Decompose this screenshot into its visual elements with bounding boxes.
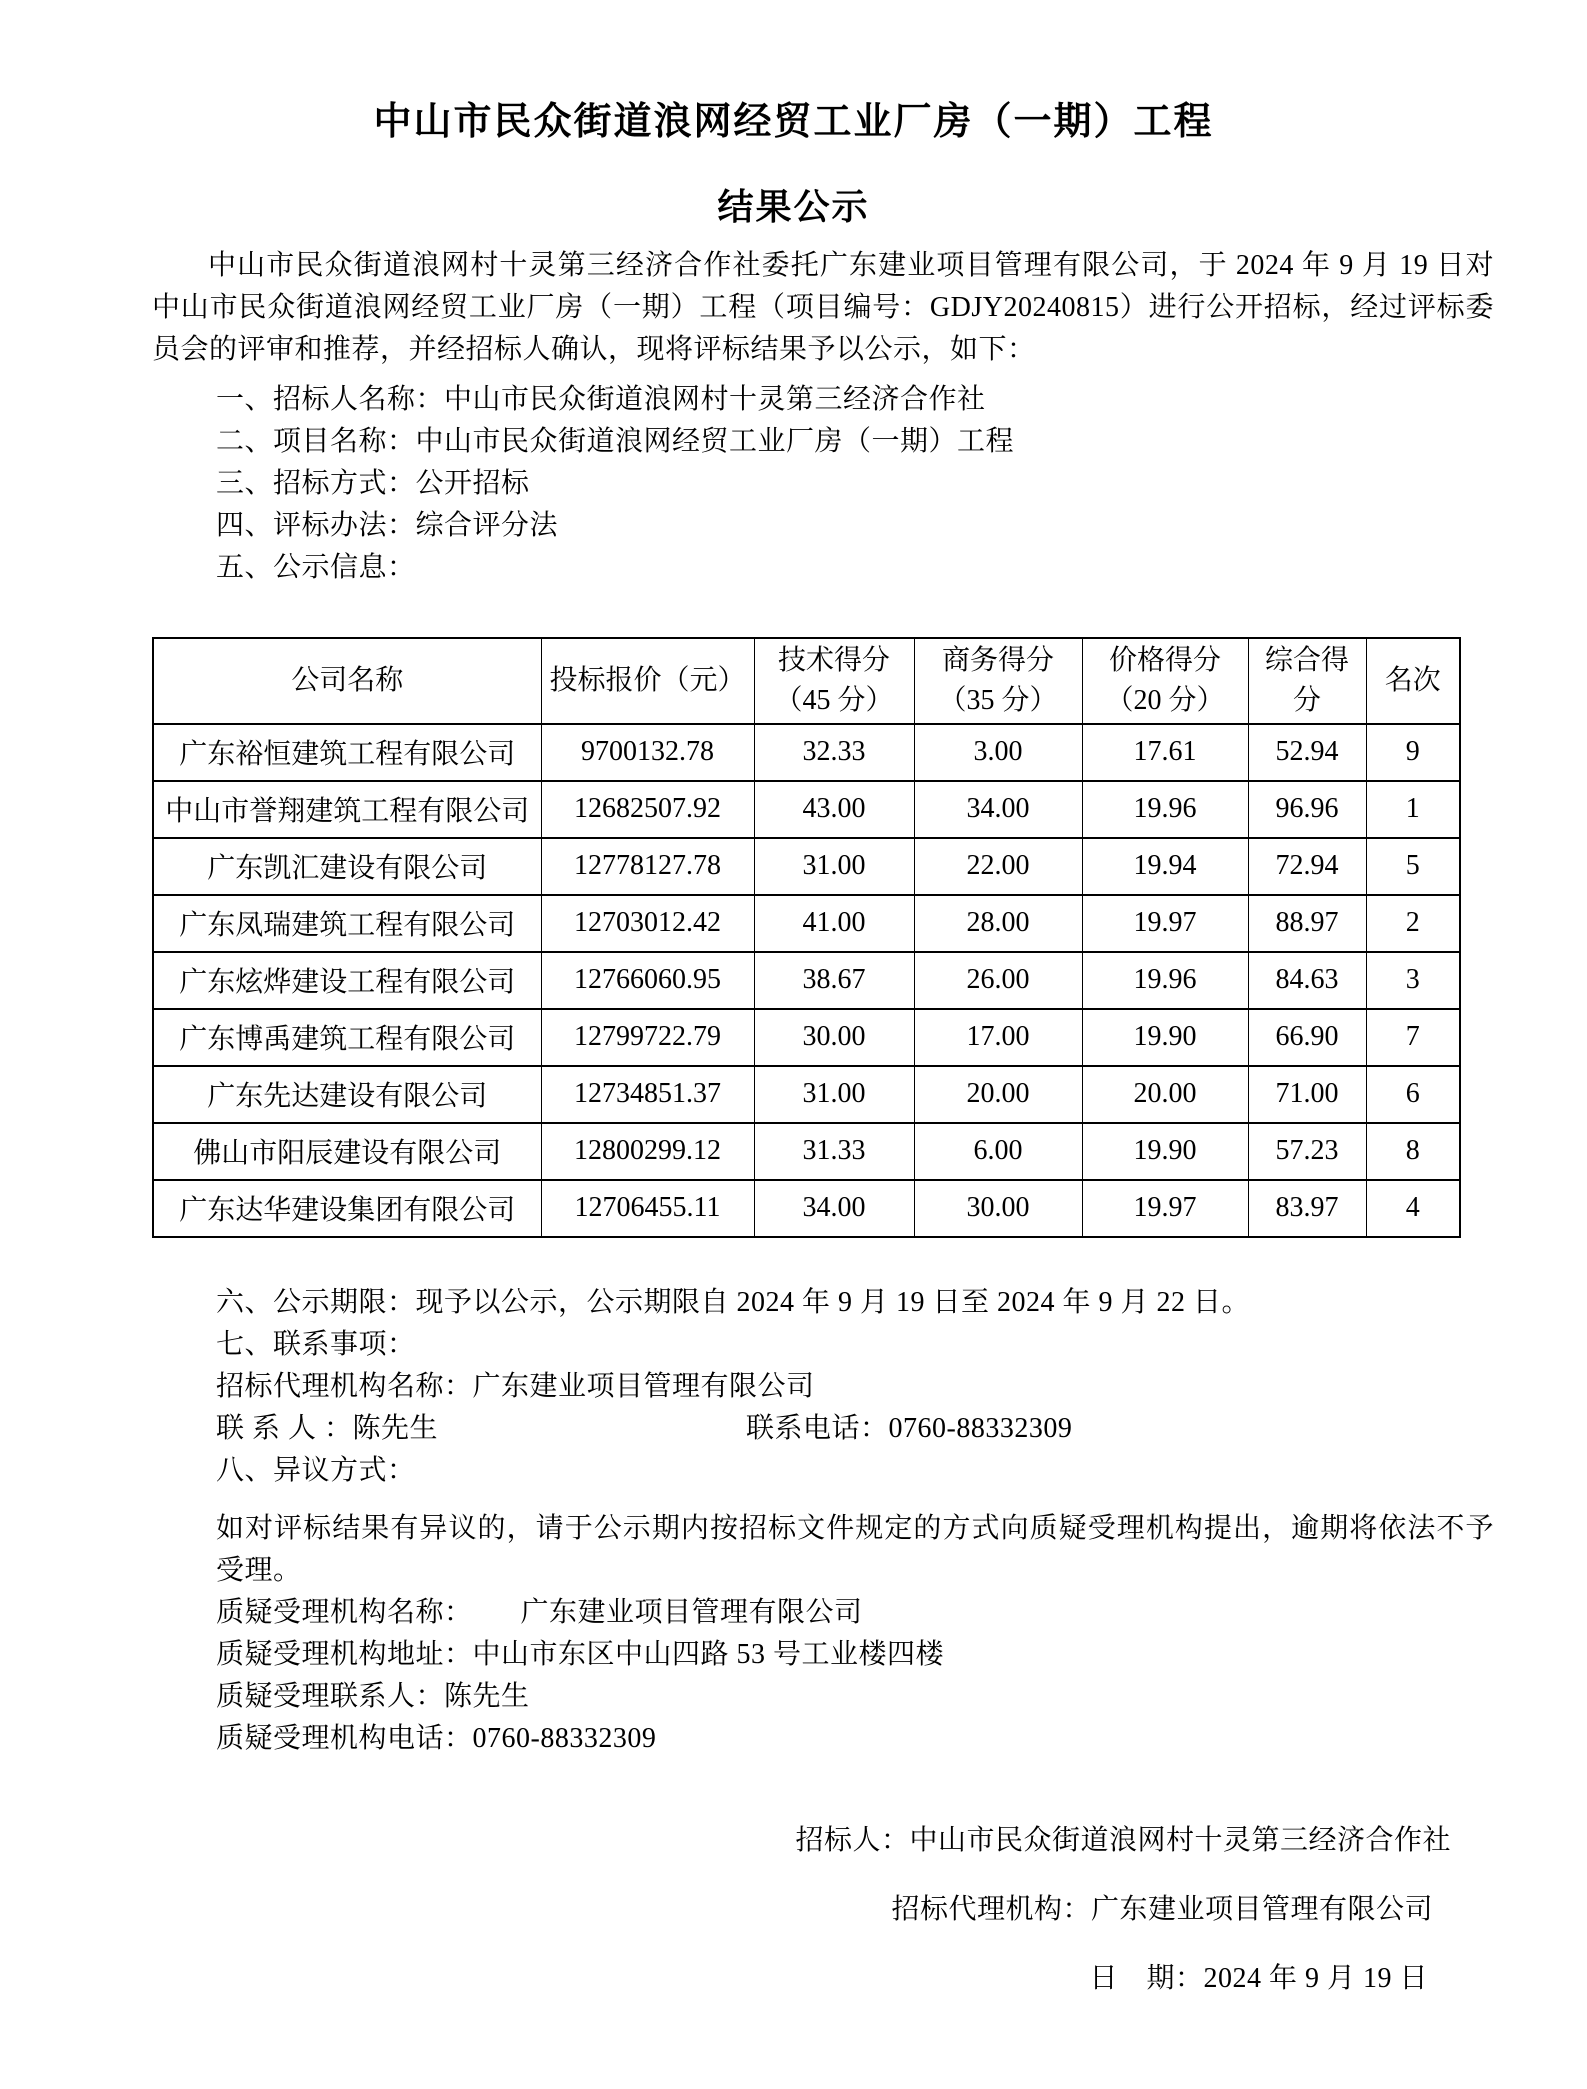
table-cell: 41.00 [754,895,914,952]
table-cell: 19.90 [1082,1123,1248,1180]
document-title: 中山市民众街道浪网经贸工业厂房（一期）工程 [373,101,1214,143]
table-body [153,724,1460,1237]
review-org-name-label: 质疑受理机构名称： [216,1596,473,1628]
table-cell: 31.00 [754,1066,914,1123]
company-name-cell: 广东达华建设集团有限公司 [153,1180,541,1237]
table-cell: 83.97 [1248,1180,1366,1237]
header-row [153,638,1460,724]
list-item-publicity-info: 五、公示信息： [216,551,416,583]
publicity-period-line: 六、公示期限：现予以公示，公示期限自 2024 年 9 月 19 日至 2024 年 9 月 22 日。 [216,1286,1251,1318]
table-cell: 96.96 [1248,781,1366,838]
table-cell: 88.97 [1248,895,1366,952]
table-cell: 12778127.78 [541,838,754,895]
table-cell: 3 [1366,952,1460,1009]
company-name-cell: 广东凤瑞建筑工程有限公司 [153,895,541,952]
table-cell: 34.00 [754,1180,914,1237]
footer-date-line: 日 期：2024 年 9 月 19 日 [1089,1962,1428,1994]
signature-block [152,1820,1494,2000]
table-cell: 19.94 [1082,838,1248,895]
table-cell: 38.67 [754,952,914,1009]
numbered-list [152,379,1494,589]
agency-name-line: 招标代理机构名称：广东建业项目管理有限公司 [216,1370,815,1402]
table-cell: 5 [1366,838,1460,895]
table-cell: 17.61 [1082,724,1248,781]
table-cell: 28.00 [914,895,1082,952]
table-cell: 19.97 [1082,1180,1248,1237]
table-cell: 57.23 [1248,1123,1366,1180]
bid-results-table [152,637,1461,1238]
table-header [153,638,1460,724]
company-name-cell: 广东凯汇建设有限公司 [153,838,541,895]
post-table-section [152,1282,1494,1760]
objection-paragraph: 如对评标结果有异议的，请于公示期内按招标文件规定的方式向质疑受理机构提出，逾期将依法不予受理。 [216,1512,1494,1586]
contact-person-line [216,1408,1494,1450]
table-cell: 19.90 [1082,1009,1248,1066]
header-cell: 综合得 分 [1248,638,1366,724]
table-cell: 12799722.79 [541,1009,754,1066]
table-cell: 43.00 [754,781,914,838]
intro-paragraph: 中山市民众街道浪网村十灵第三经济合作社委托广东建业项目管理有限公司，于 2024 年 9 月 19 日对中山市民众街道浪网经贸工业厂房（一期）工程（项目编号：GDJY20240815）进行公开招标，经过评标委员会的评审和推荐，并经招标人确认，现将评标结果予以公示，如下： [152,249,1494,365]
table-cell: 31.00 [754,838,914,895]
review-org-contact-line: 质疑受理联系人：陈先生 [216,1680,530,1712]
review-org-address-line: 质疑受理机构地址：中山市东区中山四路 53 号工业楼四楼 [216,1638,945,1670]
table-cell: 2 [1366,895,1460,952]
table-row [153,895,1460,952]
table-cell: 26.00 [914,952,1082,1009]
company-name-cell: 佛山市阳辰建设有限公司 [153,1123,541,1180]
header-cell: 技术得分 （45 分） [754,638,914,724]
table-row [153,781,1460,838]
table-cell: 17.00 [914,1009,1082,1066]
table-row [153,1009,1460,1066]
table-cell: 20.00 [1082,1066,1248,1123]
table-cell: 19.96 [1082,781,1248,838]
table-cell: 30.00 [754,1009,914,1066]
review-org-name-line [216,1592,1494,1634]
objection-method-heading: 八、异议方式： [216,1454,416,1486]
contact-person-label: 联 系 人 ：陈先生 [216,1412,439,1444]
list-item-evaluation-method: 四、评标办法：综合评分法 [216,509,559,541]
table-cell: 30.00 [914,1180,1082,1237]
contact-phone-label: 联系电话：0760-88332309 [746,1412,1073,1444]
footer-bidder-line: 招标人：中山市民众街道浪网村十灵第三经济合作社 [795,1824,1451,1856]
company-name-cell: 广东先达建设有限公司 [153,1066,541,1123]
table-cell: 12734851.37 [541,1066,754,1123]
table-row [153,952,1460,1009]
header-cell: 公司名称 [153,638,541,724]
table-cell: 22.00 [914,838,1082,895]
table-cell: 84.63 [1248,952,1366,1009]
table-cell: 66.90 [1248,1009,1366,1066]
company-name-cell: 广东炫烨建设工程有限公司 [153,952,541,1009]
list-item-project-name: 二、项目名称：中山市民众街道浪网经贸工业厂房（一期）工程 [216,425,1015,457]
table-cell: 7 [1366,1009,1460,1066]
table-cell: 8 [1366,1123,1460,1180]
review-org-name-value: 广东建业项目管理有限公司 [520,1596,863,1628]
table-cell: 6 [1366,1066,1460,1123]
company-name-cell: 中山市誉翔建筑工程有限公司 [153,781,541,838]
table-cell: 9700132.78 [541,724,754,781]
table-cell: 71.00 [1248,1066,1366,1123]
table-cell: 12682507.92 [541,781,754,838]
table-cell: 52.94 [1248,724,1366,781]
table-cell: 12766060.95 [541,952,754,1009]
table-cell: 12800299.12 [541,1123,754,1180]
table-cell: 32.33 [754,724,914,781]
table-cell: 6.00 [914,1123,1082,1180]
header-cell: 名次 [1366,638,1460,724]
company-name-cell: 广东博禹建筑工程有限公司 [153,1009,541,1066]
document-subtitle: 结果公示 [717,186,870,227]
table-cell: 31.33 [754,1123,914,1180]
table-cell: 4 [1366,1180,1460,1237]
table-cell: 9 [1366,724,1460,781]
header-cell: 价格得分 （20 分） [1082,638,1248,724]
table-cell: 19.96 [1082,952,1248,1009]
contact-matters-heading: 七、联系事项： [216,1328,416,1360]
table-row [153,1123,1460,1180]
table-row [153,1066,1460,1123]
table-row [153,724,1460,781]
table-row [153,838,1460,895]
company-name-cell: 广东裕恒建筑工程有限公司 [153,724,541,781]
table-cell: 3.00 [914,724,1082,781]
footer-agency-line: 招标代理机构：广东建业项目管理有限公司 [891,1893,1433,1925]
review-org-phone-line: 质疑受理机构电话：0760-88332309 [216,1722,657,1754]
table-cell: 72.94 [1248,838,1366,895]
table-cell: 12706455.11 [541,1180,754,1237]
table-cell: 20.00 [914,1066,1082,1123]
table-cell: 19.97 [1082,895,1248,952]
header-cell: 商务得分 （35 分） [914,638,1082,724]
table-row [153,1180,1460,1237]
table-cell: 12703012.42 [541,895,754,952]
header-cell: 投标报价（元） [541,638,754,724]
table-cell: 34.00 [914,781,1082,838]
table-cell: 1 [1366,781,1460,838]
list-item-bidding-method: 三、招标方式：公开招标 [216,467,530,499]
list-item-bidder-name: 一、招标人名称：中山市民众街道浪网村十灵第三经济合作社 [216,383,986,415]
